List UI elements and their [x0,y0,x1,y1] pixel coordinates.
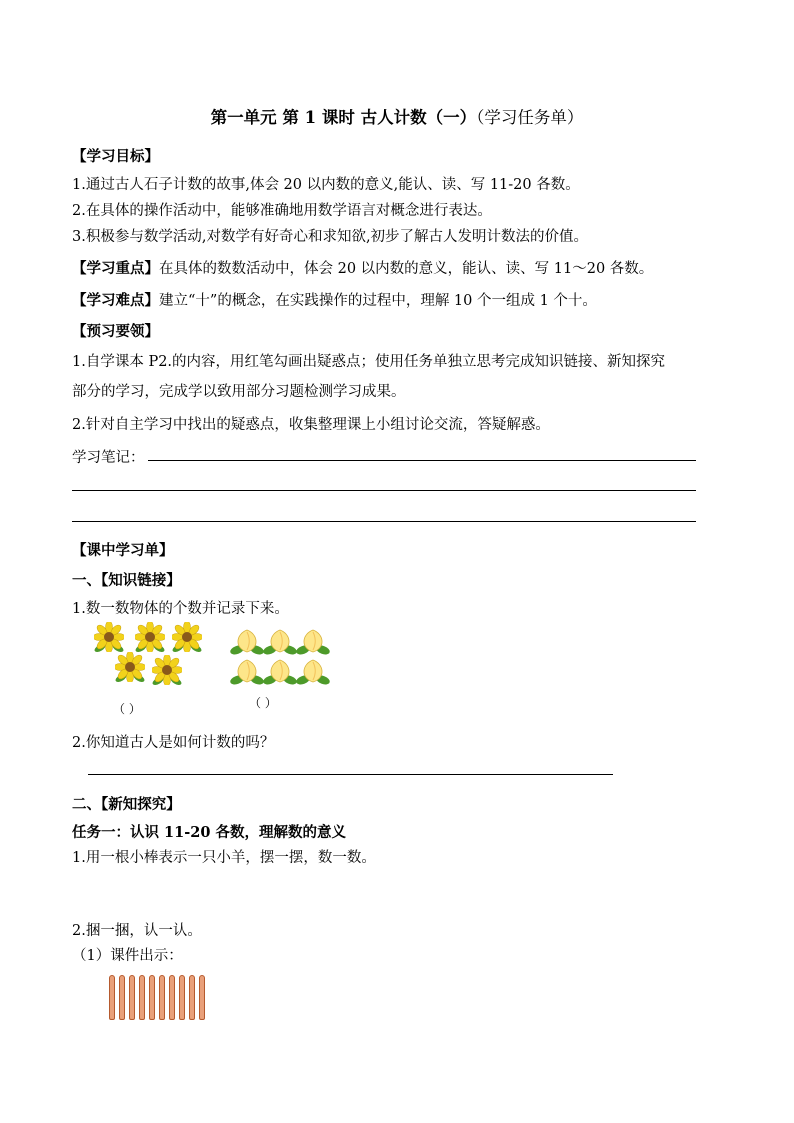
sunflower-icon [115,652,145,682]
flower-count-answer[interactable]: （ ） [113,702,141,716]
key-point-text: 在具体的数数活动中，体会 20 以内数的意义，能认、读、写 11～20 各数。 [159,261,654,277]
difficulty-text: 建立“十”的概念，在实践操作的过程中，理解 10 个一组成 1 个十。 [159,293,597,309]
page-title [0,104,794,128]
counting-stick-icon [119,975,125,1020]
objective-2: 2.在具体的操作活动中，能够准确地用数学语言对概念进行表达。 [72,203,492,219]
peach-count-answer[interactable]: （ ） [249,696,277,710]
counting-stick-icon [169,975,175,1020]
question-1: 1.数一数物体的个数并记录下来。 [72,601,289,617]
peach-icon [296,658,330,686]
step-1: 1.用一根小棒表示一只小羊，摆一摆，数一数。 [72,850,376,866]
peach-icon [296,628,330,656]
counting-stick-icon [149,975,155,1020]
preview-item-2: 2.针对自主学习中找出的疑惑点，收集整理课上小组讨论交流，答疑解惑。 [72,417,550,433]
in-class-heading: 【课中学习单】 [72,542,174,559]
objective-1: 1.通过古人石子计数的故事,体会 20 以内数的意义,能认、读、写 11-20 各数。 [72,177,580,193]
counting-stick-icon [159,975,165,1020]
difficulty-label: 【学习难点】 [72,292,159,309]
notes-label: 学习笔记： [72,450,145,466]
counting-stick-icon [179,975,185,1020]
preview-item-1-line-2: 部分的学习，完成学以致用部分习题检测学习成果。 [72,384,406,400]
new-knowledge-heading: 二、【新知探究】 [72,796,181,813]
difficulty [72,289,597,310]
question-2: 2.你知道古人是如何计数的吗？ [72,735,275,751]
sunflower-icon [94,622,124,652]
peach-icon [263,628,297,656]
objective-3: 3.积极参与数学活动,对数学有好奇心和求知欲,初步了解古人发明计数法的价值。 [72,229,589,245]
counting-stick-icon [109,975,115,1020]
title-main: 第一单元 第 1 课时 古人计数（一） [210,108,477,127]
sunflower-icon [135,622,165,652]
key-point [72,257,653,278]
answer-line[interactable] [88,774,613,775]
objectives-heading: 【学习目标】 [72,148,159,165]
peach-icon [230,628,264,656]
task-1-title: 任务一：认识 11-20 各数，理解数的意义 [72,824,346,841]
notes-line-2[interactable] [72,490,696,491]
sunflower-icon [172,622,202,652]
notes-line-1[interactable] [148,460,696,461]
peach-icon [230,658,264,686]
peach-icon [263,658,297,686]
counting-stick-icon [139,975,145,1020]
step-2: 2.捆一捆，认一认。 [72,923,202,939]
title-sub: （学习任务单） [476,108,584,127]
notes-line-3[interactable] [72,521,696,522]
sunflower-icon [152,655,182,685]
step-2-sub: （1）课件出示： [72,948,183,964]
key-point-label: 【学习重点】 [72,260,159,277]
preview-heading: 【预习要领】 [72,323,159,340]
counting-stick-icon [129,975,135,1020]
counting-stick-icon [199,975,205,1020]
counting-stick-icon [189,975,195,1020]
knowledge-link-heading: 一、【知识链接】 [72,572,181,589]
preview-item-1-line-1: 1.自学课本 P2.的内容，用红笔勾画出疑惑点；使用任务单独立思考完成知识链接、新知探究 [72,354,666,370]
